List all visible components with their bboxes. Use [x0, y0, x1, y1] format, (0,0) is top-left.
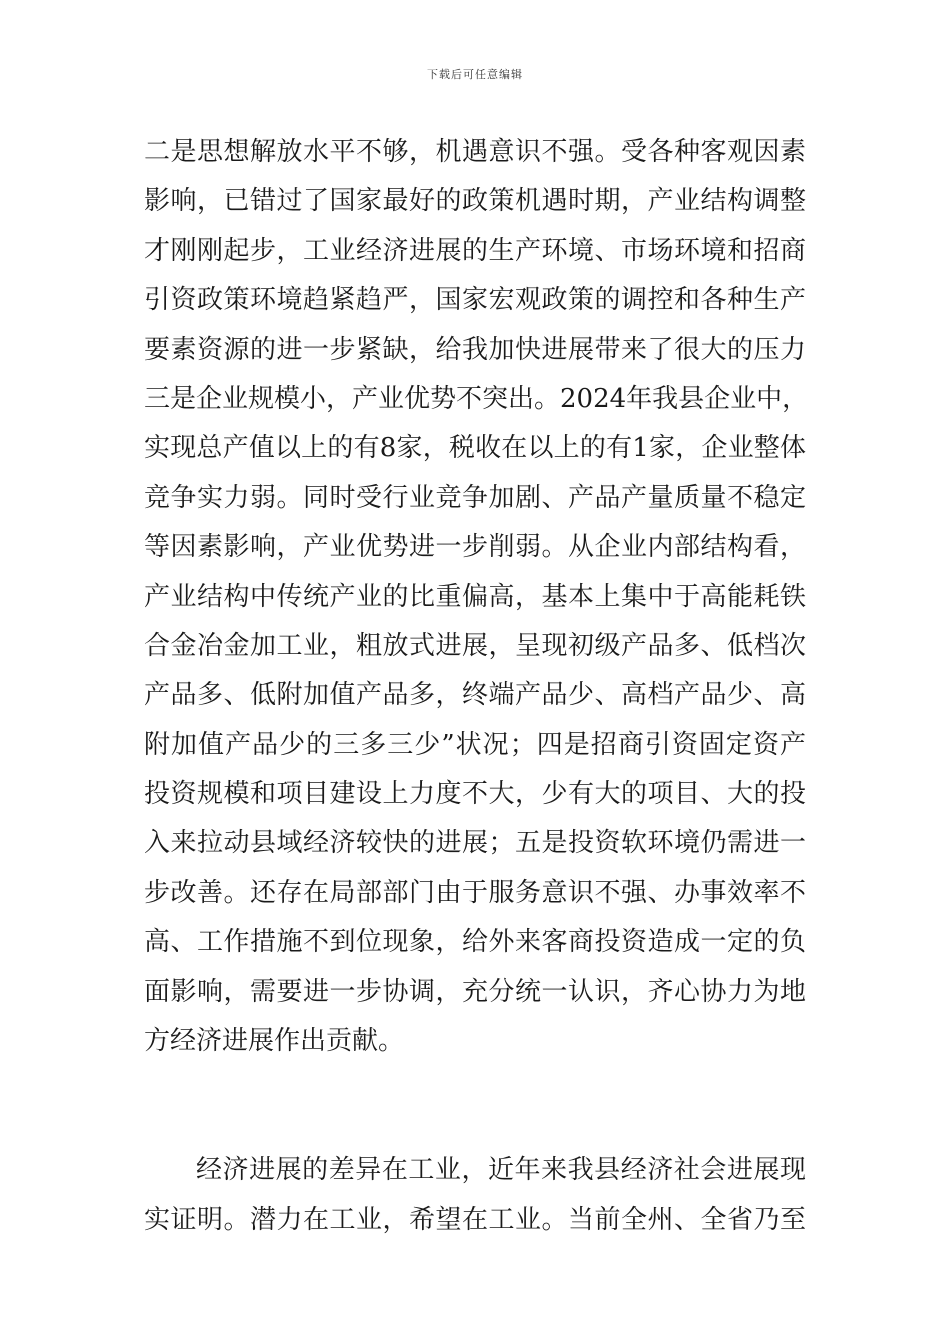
- text-line: 产品多、低附加值产品多，终端产品少、高档产品少、高: [144, 680, 806, 711]
- text-line: 三是企业规模小，产业优势不突出。2024年我县企业中，: [144, 383, 809, 414]
- paragraph-2: [144, 1146, 806, 1245]
- text-line: 步改善。还存在局部部门由于服务意识不强、办事效率不: [144, 877, 806, 908]
- text-line: 引资政策环境趋紧趋严，国家宏观政策的调控和各种生产: [144, 285, 806, 316]
- text-line: 影响，已错过了国家最好的政策机遇时期，产业结构调整: [144, 186, 806, 217]
- text-line: 高、工作措施不到位现象，给外来客商投资造成一定的负: [144, 927, 806, 958]
- text-line: 二是思想解放水平不够，机遇意识不强。受各种客观因素: [144, 137, 806, 167]
- page-header-note: 下载后可任意编辑: [427, 68, 523, 81]
- text-line: 竞争实力弱。同时受行业竞争加剧、产品产量质量不稳定: [144, 482, 806, 513]
- text-line: 方经济进展作出贡献。: [144, 1026, 405, 1057]
- text-line: 才刚刚起步，工业经济进展的生产环境、市场环境和招商: [144, 235, 806, 266]
- paragraph-spacer: [144, 1066, 806, 1146]
- text-line: 面影响，需要进一步协调，充分统一认识，齐心协力为地: [144, 976, 806, 1007]
- text-line: 产业结构中传统产业的比重偏高，基本上集中于高能耗铁: [144, 581, 806, 612]
- text-line: 实现总产值以上的有8家，税收在以上的有1家，企业整体: [144, 433, 806, 464]
- text-line: 投资规模和项目建设上力度不大，少有大的项目、大的投: [144, 779, 806, 810]
- text-line: 附加值产品少的三多三少”状况；四是招商引资固定资产: [144, 729, 806, 760]
- text-line: 入来拉动县域经济较快的进展；五是投资软环境仍需进一: [144, 828, 806, 859]
- text-line: 经济进展的差异在工业，近年来我县经济社会进展现: [196, 1155, 806, 1186]
- text-line: 要素资源的进一步紧缺，给我加快进展带来了很大的压力: [144, 334, 806, 365]
- text-line: 实证明。潜力在工业，希望在工业。当前全州、全省乃至: [144, 1204, 806, 1235]
- text-line: 合金冶金加工业，粗放式进展，呈现初级产品多、低档次: [144, 630, 806, 661]
- paragraph-1: [144, 128, 809, 1066]
- document-body: [144, 128, 809, 1245]
- text-line: 等因素影响，产业优势进一步削弱。从企业内部结构看，: [144, 532, 806, 563]
